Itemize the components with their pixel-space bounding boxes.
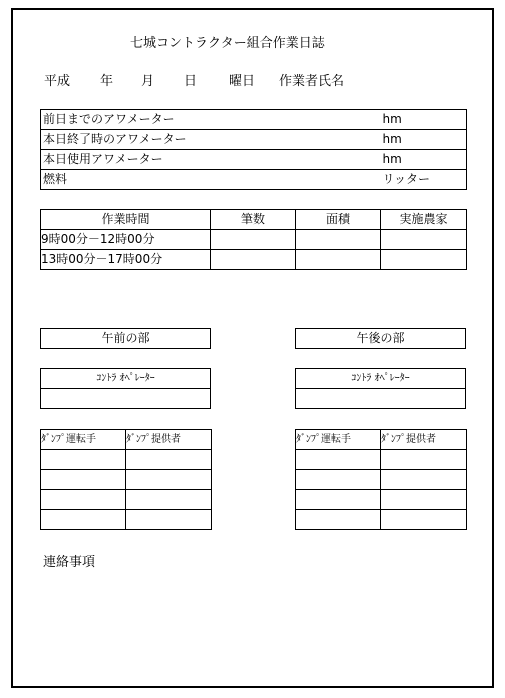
area-cell[interactable] [296, 230, 381, 250]
afternoon-section-label: 午後の部 [295, 328, 466, 349]
table-header-row [41, 210, 467, 230]
table-row [41, 250, 467, 270]
dump-provider-cell[interactable] [126, 450, 212, 470]
dump-provider-header: ﾀﾞﾝﾌﾟ提供者 [381, 430, 467, 450]
table-row [296, 510, 467, 530]
area-header: 面積 [296, 210, 381, 230]
fuel-unit: リッター [381, 170, 467, 190]
table-row [41, 510, 212, 530]
dump-driver-cell[interactable] [296, 450, 381, 470]
table-row [41, 150, 467, 170]
table-row [296, 450, 467, 470]
dump-provider-cell[interactable] [381, 470, 467, 490]
dump-driver-cell[interactable] [41, 450, 126, 470]
operator-header: ｺﾝﾄﾗ ｵﾍﾟﾚｰﾀｰ [41, 369, 211, 389]
dump-driver-cell[interactable] [41, 470, 126, 490]
year-label: 年 [100, 74, 114, 89]
operator-header: ｺﾝﾄﾗ ｵﾍﾟﾚｰﾀｰ [296, 369, 466, 389]
dump-provider-cell[interactable] [381, 450, 467, 470]
plot-count-cell[interactable] [211, 250, 296, 270]
table-row [41, 389, 211, 409]
work-time-cell: 13時00分－17時00分 [41, 250, 211, 270]
meter-unit: hm [381, 110, 467, 130]
table-header-row [296, 369, 466, 389]
dump-provider-cell[interactable] [381, 490, 467, 510]
dump-provider-cell[interactable] [126, 490, 212, 510]
dump-driver-header: ﾀﾞﾝﾌﾟ運転手 [41, 430, 126, 450]
dump-driver-cell[interactable] [41, 490, 126, 510]
work-time-table [40, 209, 467, 270]
meter-unit: hm [381, 150, 467, 170]
table-row [41, 490, 212, 510]
dump-provider-header: ﾀﾞﾝﾌﾟ提供者 [126, 430, 212, 450]
dump-provider-cell[interactable] [381, 510, 467, 530]
dump-driver-cell[interactable] [296, 510, 381, 530]
table-row [41, 470, 212, 490]
plot-count-header: 筆数 [211, 210, 296, 230]
meter-label: 本日使用アワメーター [41, 150, 381, 170]
weekday-label: 曜日 [229, 74, 256, 89]
plot-count-cell[interactable] [211, 230, 296, 250]
morning-section-label: 午前の部 [40, 328, 211, 349]
month-label: 月 [141, 74, 155, 89]
operator-cell[interactable] [41, 389, 211, 409]
table-row [41, 110, 467, 130]
dump-driver-header: ﾀﾞﾝﾌﾟ運転手 [296, 430, 381, 450]
dump-provider-cell[interactable] [126, 510, 212, 530]
era-label: 平成 [44, 74, 71, 89]
day-label: 日 [184, 74, 198, 89]
meter-label: 前日までのアワメーター [41, 110, 381, 130]
table-row [296, 470, 467, 490]
table-row [41, 170, 467, 190]
table-row [296, 490, 467, 510]
dump-driver-cell[interactable] [296, 470, 381, 490]
table-row [41, 230, 467, 250]
notes-label: 連絡事項 [43, 555, 96, 570]
table-row [41, 130, 467, 150]
table-row [41, 450, 212, 470]
farmer-cell[interactable] [381, 230, 467, 250]
meter-table [40, 109, 467, 190]
morning-dump-table [40, 429, 212, 530]
farmer-header: 実施農家 [381, 210, 467, 230]
worker-name-label: 作業者氏名 [279, 74, 345, 89]
meter-unit: hm [381, 130, 467, 150]
table-row [296, 389, 466, 409]
work-time-cell: 9時00分－12時00分 [41, 230, 211, 250]
meter-label: 本日終了時のアワメーター [41, 130, 381, 150]
morning-operator-table [40, 368, 211, 409]
afternoon-operator-table [295, 368, 466, 409]
table-header-row [41, 430, 212, 450]
table-header-row [41, 369, 211, 389]
operator-cell[interactable] [296, 389, 466, 409]
fuel-label: 燃料 [41, 170, 381, 190]
area-cell[interactable] [296, 250, 381, 270]
form-title: 七城コントラクター組合作業日誌 [130, 36, 325, 51]
work-time-header: 作業時間 [41, 210, 211, 230]
dump-driver-cell[interactable] [296, 490, 381, 510]
farmer-cell[interactable] [381, 250, 467, 270]
dump-driver-cell[interactable] [41, 510, 126, 530]
dump-provider-cell[interactable] [126, 470, 212, 490]
afternoon-dump-table [295, 429, 467, 530]
table-header-row [296, 430, 467, 450]
